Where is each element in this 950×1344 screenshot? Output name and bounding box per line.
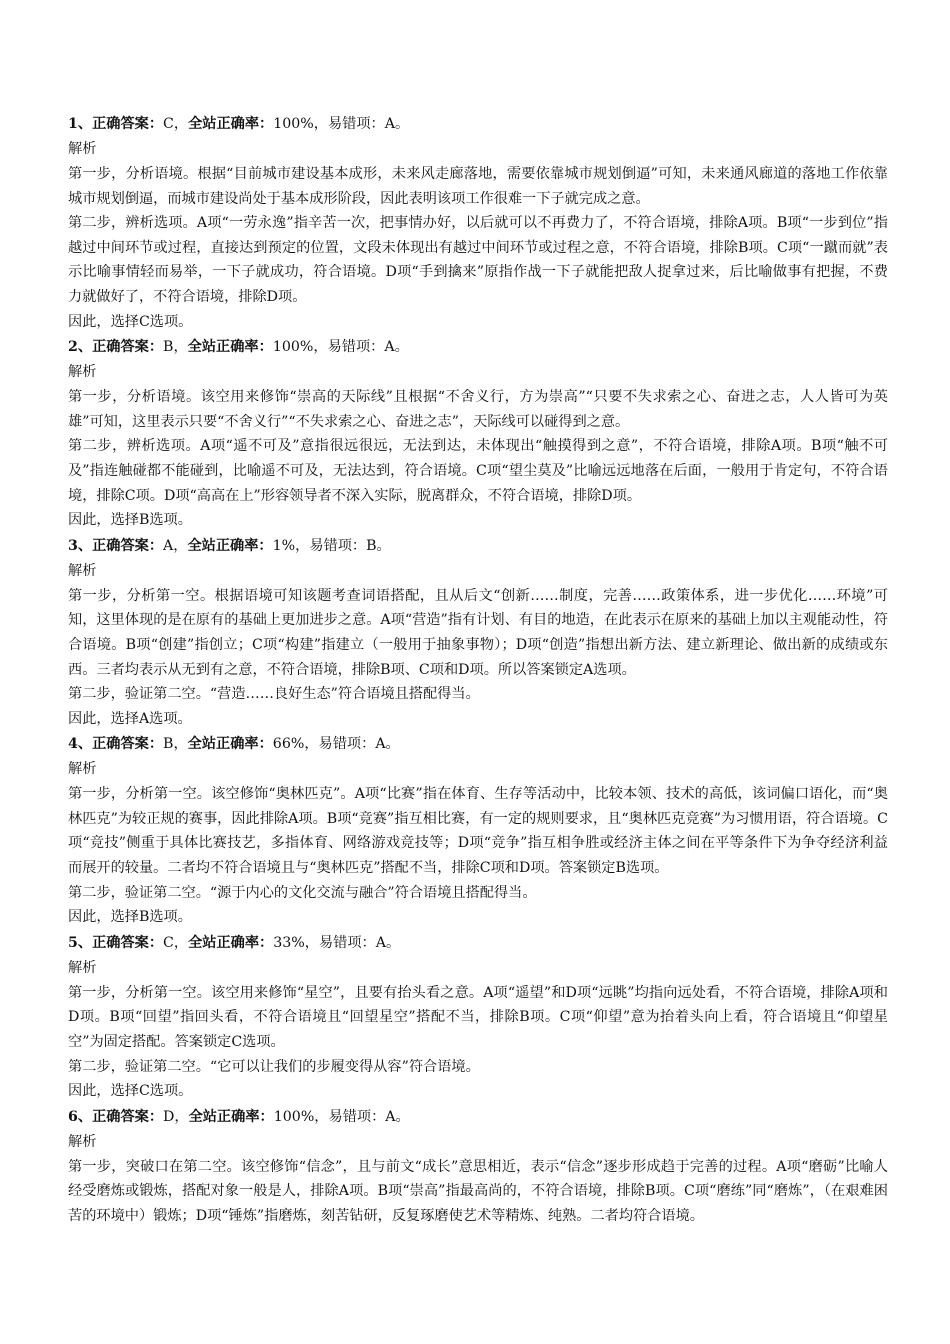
error-label: 易错项： [318,934,376,951]
analysis-label: 解析 [68,959,97,976]
answer-header: 3、正确答案：A，全站正确率：1%，易错项：B。 [68,537,391,554]
question-item [68,1105,888,1229]
analysis-paragraph: 第二步，验证第二空。“它可以让我们的步履变得从容”符合语境。 [68,1058,480,1075]
analysis-paragraph: 第一步，分析第一空。该空用来修饰“星空”，且要有抬头看之意。A项“遥望”和D项“远眺”均指向远处看，不符合语境，排除A项和D项。B项“回望”指回头看，不符合语境且“回望星空”搭配不当，排除B项。C项“仰望”意为抬着头向上看，符合语境且“仰望星空”为固定搭配。答案锁定C选项。 [68,984,888,1051]
rate-label: 全站正确率： [188,934,274,951]
analysis-label: 解析 [68,364,97,381]
accuracy-rate: 66% [272,736,305,753]
answer-label: 正确答案： [92,1108,164,1125]
analysis-paragraph: 第一步，分析语境。根据“目前城市建设基本成形，未来风走廊落地，需要依靠城市规划倒逼”可知，未来通风廊道的落地工作依靠城市规划倒逼，而城市建设尚处于基本成形阶段，因此表明该项工作很难一下子就完成之意。 [68,166,888,207]
error-label: 易错项： [327,116,385,132]
error-option: A。 [384,116,410,132]
question-number: 3、 [68,537,93,554]
conclusion: 因此，选择B选项。 [68,512,192,529]
answer-header: 5、正确答案：C，全站正确率：33%，易错项：A。 [68,934,401,951]
conclusion: 因此，选择A选项。 [68,710,192,727]
correct-answer: B [163,339,174,356]
analysis-paragraph: 第一步，分析语境。该空用来修饰“崇高的天际线”且根据“不舍义行，方为崇高”“只要不失求索之心、奋进之志，人人皆可为英雄”可知，这里表示只要“不舍义行”“不失求索之心、奋进之志”，天际线可以碰得到之意。 [68,389,888,430]
question-number: 1、 [68,116,93,132]
error-label: 易错项： [309,537,367,554]
correct-answer: B [163,736,174,753]
analysis-paragraph: 第二步，辨析选项。A项“遥不可及”意指很远很远，无法到达，未体现出“触摸得到之意”，不符合语境，排除A项。B项“触不可及”指连触碰都不能碰到，比喻遥不可及，无法达到，符合语境。C项“望尘莫及”比喻远远地落在后面，一般用于肯定句，不符合语境，排除C项。D项“高高在上”形容领导者不深入实际，脱离群众，不符合语境，排除D项。 [68,438,888,504]
analysis-paragraph: 第二步，验证第二空。“源于内心的文化交流与融合”符合语境且搭配得当。 [68,884,537,901]
answer-header: 1、正确答案：C，全站正确率：100%，易错项：A。 [68,116,410,132]
analysis-paragraph: 第一步，分析第一空。根据语境可知该题考查词语搭配，且从后文“创新……制度，完善……政策体系，进一步优化……环境”可知，这里体现的是在原有的基础上更加进步之意。A项“营造”指有计划、有目的地造，在此表示在原来的基础上加以主观能动性，符合语境。B项“创建”指创立；C项“构建”指建立（一般用于抽象事物）；D项“创造”指想出新方法、建立新理论、做出新的成绩或东西。三者均表示从无到有之意，不符合语境，排除B项、C项和D项。所以答案锁定A选项。 [68,587,888,678]
conclusion: 因此，选择C选项。 [68,1083,193,1100]
answer-label: 正确答案： [92,339,164,356]
answer-document [68,112,888,1229]
question-item [68,534,888,732]
accuracy-rate: 100% [273,1108,315,1125]
analysis-label: 解析 [68,761,97,778]
error-option: A。 [385,1108,410,1125]
analysis-label: 解析 [68,1133,97,1150]
accuracy-rate: 1% [272,537,296,554]
accuracy-rate: 100% [272,339,314,356]
question-item [68,112,888,334]
correct-answer: D [163,1108,175,1125]
analysis-label: 解析 [68,141,97,157]
answer-label: 正确答案： [92,116,164,132]
accuracy-rate: 33% [273,934,305,951]
error-label: 易错项： [327,339,385,356]
correct-answer: C [163,934,174,951]
question-number: 4、 [68,736,93,753]
correct-answer: A [163,537,174,554]
answer-header: 2、正确答案：B，全站正确率：100%，易错项：A。 [68,339,409,356]
question-item [68,335,888,533]
analysis-paragraph: 第二步，辨析选项。A项“一劳永逸”指辛苦一次，把事情办好，以后就可以不再费力了，不符合语境，排除A项。B项“一步到位”指越过中间环节或过程，直接达到预定的位置，文段未体现出有越过中间环节或过程之意，不符合语境，排除B项。C项“一蹴而就”表示比喻事情轻而易举，一下子就成功，符合语境。D项“手到擒来”原指作战一下子就能把敌人捉拿过来，后比喻做事有把握，不费力就做好了，不符合语境，排除D项。 [68,215,888,305]
error-label: 易错项： [318,736,376,753]
analysis-paragraph: 第二步，验证第二空。“营造……良好生态”符合语境且搭配得当。 [68,686,480,703]
rate-label: 全站正确率： [188,116,274,132]
question-number: 5、 [68,934,93,951]
correct-answer: C [163,116,174,132]
rate-label: 全站正确率： [187,537,273,554]
rate-label: 全站正确率： [188,1108,274,1125]
answer-label: 正确答案： [92,934,164,951]
question-item [68,931,888,1104]
error-option: B。 [366,537,391,554]
error-label: 易错项： [328,1108,386,1125]
conclusion: 因此，选择C选项。 [68,313,193,330]
question-item [68,732,888,930]
answer-label: 正确答案： [92,736,164,753]
error-option: A。 [375,934,401,951]
analysis-paragraph: 第一步，突破口在第二空。该空修饰“信念”，且与前文“成长”意思相近，表示“信念”逐步形成趋于完善的过程。A项“磨砺”比喻人经受磨炼或锻炼，搭配对象一般是人，排除A项。B项“崇高”指最高尚的，不符合语境，排除B项。C项“磨练”同“磨炼”，（在艰难困苦的环境中）锻炼；D项“锤炼”指磨炼，刻苦钻研，反复琢磨使艺术等精炼、纯熟。二者均符合语境。 [68,1158,888,1224]
answer-header: 6、正确答案：D，全站正确率：100%，易错项：A。 [68,1108,410,1125]
accuracy-rate: 100% [273,116,314,132]
error-option: A。 [375,736,400,753]
answer-header: 4、正确答案：B，全站正确率：66%，易错项：A。 [68,736,400,753]
analysis-label: 解析 [68,562,97,579]
answer-label: 正确答案： [92,537,164,554]
question-number: 6、 [68,1108,93,1125]
conclusion: 因此，选择B选项。 [68,909,192,926]
rate-label: 全站正确率： [187,339,273,356]
error-option: A。 [384,339,409,356]
question-number: 2、 [68,339,93,356]
analysis-paragraph: 第一步，分析第一空。该空修饰“奥林匹克”。A项“比赛”指在体育、生存等活动中，比较本领、技术的高低，该词偏口语化，而“奥林匹克”为较正规的赛事，因此排除A项。B项“竞赛”指互相比赛，有一定的规则要求，且“奥林匹克竞赛”为习惯用语，符合语境。C项“竞技”侧重于具体比赛技艺，多指体育、网络游戏竞技等；D项“竞争”指互相争胜或经济主体之间在平等条件下为争夺经济利益而展开的较量。二者均不符合语境且与“奥林匹克”搭配不当，排除C项和D项。答案锁定B选项。 [68,786,888,877]
rate-label: 全站正确率： [187,736,273,753]
